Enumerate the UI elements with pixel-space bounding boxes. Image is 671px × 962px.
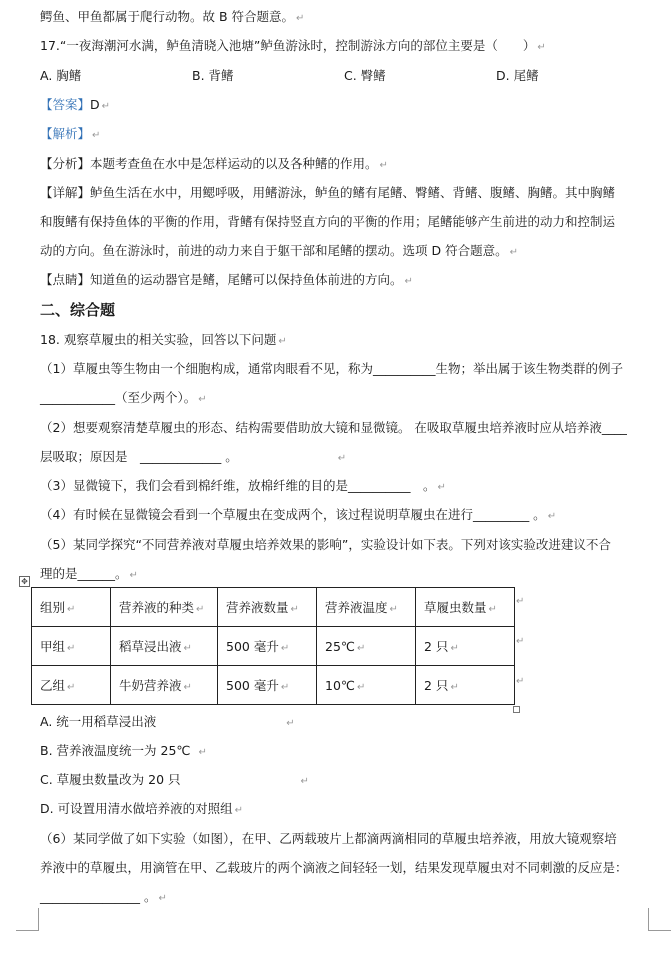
- q17-dianjing: 【点睛】知道鱼的运动器官是鳍，尾鳍可以保持鱼体前进的方向。 ↵: [40, 272, 413, 287]
- q18-p2-line-2: 层吸取；原因是 _____________ 。 ↵: [40, 449, 347, 464]
- q17-fenxi: 【分析】本题考查鱼在水中是怎样运动的以及各种鳍的作用。 ↵: [40, 156, 388, 171]
- table-header-cell: 草履虫数量 ↵: [416, 588, 515, 627]
- q18-p4: （4）有时候在显微镜会看到一个草履虫在变成两个，该过程说明草履虫在进行_________ 。 ↵: [40, 507, 557, 522]
- table-header-cell: 组别 ↵: [32, 588, 111, 627]
- prev-answer-line: 鳄鱼、甲鱼都属于爬行动物。故 B 符合题意。 ↵: [40, 9, 305, 24]
- table-row: [32, 666, 515, 705]
- q18-p1-line-2: ____________（至少两个）。 ↵: [40, 390, 207, 405]
- q17-xiangjie-line-1: 【详解】鲈鱼生活在水中，用鳃呼吸，用鳍游泳，鲈鱼的鳍有尾鳍、臀鳍、背鳍、腹鳍、胸鳍。其中胸鳍: [40, 185, 616, 200]
- row-end-mark-icon: ↵: [516, 636, 525, 647]
- table-cell: 稻草浸出液 ↵: [111, 627, 218, 666]
- page-corner-mark: [648, 908, 671, 931]
- q18-choice-c: C. 草履虫数量改为 20 只 ↵: [40, 772, 309, 787]
- q17-xiangjie-line-3: 动的方向。鱼在游泳时，前进的动力来自于躯干部和尾鳍的摆动。选项 D 符合题意。 ↵: [40, 243, 518, 258]
- table-cell: 10℃ ↵: [317, 666, 416, 705]
- table-cell: 500 毫升 ↵: [218, 627, 317, 666]
- table-row: [32, 627, 515, 666]
- row-end-mark-icon: ↵: [516, 676, 525, 687]
- q17-xiangjie-line-2: 和腹鳍有保持鱼体的平衡的作用，背鳍有保持竖直方向的平衡的作用；尾鳍能够产生前进的动力和控制运: [40, 214, 616, 229]
- q18-p2-line-1: （2）想要观察清楚草履虫的形态、结构需要借助放大镜和显微镜。 在吸取草履虫培养液时应从培养液____: [40, 420, 627, 435]
- experiment-table: [31, 587, 515, 705]
- q18-p6-line-2: 养液中的草履虫，用滴管在甲、乙载玻片的两个滴液之间轻轻一划，结果发现草履虫对不同刺激的反应是：: [40, 860, 628, 875]
- page-corner-mark: [16, 908, 39, 931]
- table-cell: 25℃ ↵: [317, 627, 416, 666]
- table-cell: 2 只 ↵: [416, 666, 515, 705]
- table-cell: 500 毫升 ↵: [218, 666, 317, 705]
- q18-title: 18. 观察草履虫的相关实验，回答以下问题 ↵: [40, 332, 287, 347]
- q18-choice-a: A. 统一用稻草浸出液 ↵: [40, 714, 295, 729]
- section-title: 二、综合题: [40, 301, 116, 319]
- table-header-cell: 营养液温度 ↵: [317, 588, 416, 627]
- table-cell: 甲组 ↵: [32, 627, 111, 666]
- table-header-row: [32, 588, 515, 627]
- q18-p1-line-1: （1）草履虫等生物由一个细胞构成，通常肉眼看不见，称为__________生物；举出属于该生物类群的例子: [40, 361, 623, 376]
- table-header-cell: 营养液数量 ↵: [218, 588, 317, 627]
- q17-option-d: D. 尾鳍: [496, 68, 539, 83]
- q18-p5-line-1: （5）某同学探究“不同营养液对草履虫培养效果的影响”，实验设计如下表。下列对该实验改进建议不合: [40, 537, 611, 552]
- table-header-cell: 营养液的种类 ↵: [111, 588, 218, 627]
- table-cell: 牛奶营养液 ↵: [111, 666, 218, 705]
- q17-answer: 【答案】D ↵: [40, 97, 111, 112]
- q17-option-a: A. 胸鳍: [40, 68, 82, 83]
- q18-choice-b: B. 营养液温度统一为 25℃ ↵: [40, 743, 207, 758]
- q17-option-c: C. 臀鳍: [344, 68, 386, 83]
- q17-analysis-tag: 【解析】 ↵: [40, 126, 101, 141]
- q18-choice-d: D. 可设置用清水做培养液的对照组 ↵: [40, 801, 243, 816]
- q18-p6-line-3: ________________ 。 ↵: [40, 889, 167, 904]
- q18-p3: （3）显微镜下，我们会看到棉纤维，放棉纤维的目的是__________ 。 ↵: [40, 478, 446, 493]
- q18-p6-line-1: （6）某同学做了如下实验（如图），在甲、乙两载玻片上都滴两滴相同的草履虫培养液，用放大镜观察培: [40, 831, 617, 846]
- q17-option-b: B. 背鳍: [192, 68, 234, 83]
- q17-question: 17.“一夜海潮河水满，鲈鱼清晓入池塘”鲈鱼游泳时，控制游泳方向的部位主要是（ ） ↵: [40, 38, 546, 53]
- table-resize-handle-icon[interactable]: [513, 706, 520, 713]
- table-cell: 2 只 ↵: [416, 627, 515, 666]
- row-end-mark-icon: ↵: [516, 596, 525, 607]
- table-move-handle-icon[interactable]: ✥: [19, 576, 30, 587]
- q18-p5-line-2: 理的是______。 ↵: [40, 566, 138, 581]
- table-cell: 乙组 ↵: [32, 666, 111, 705]
